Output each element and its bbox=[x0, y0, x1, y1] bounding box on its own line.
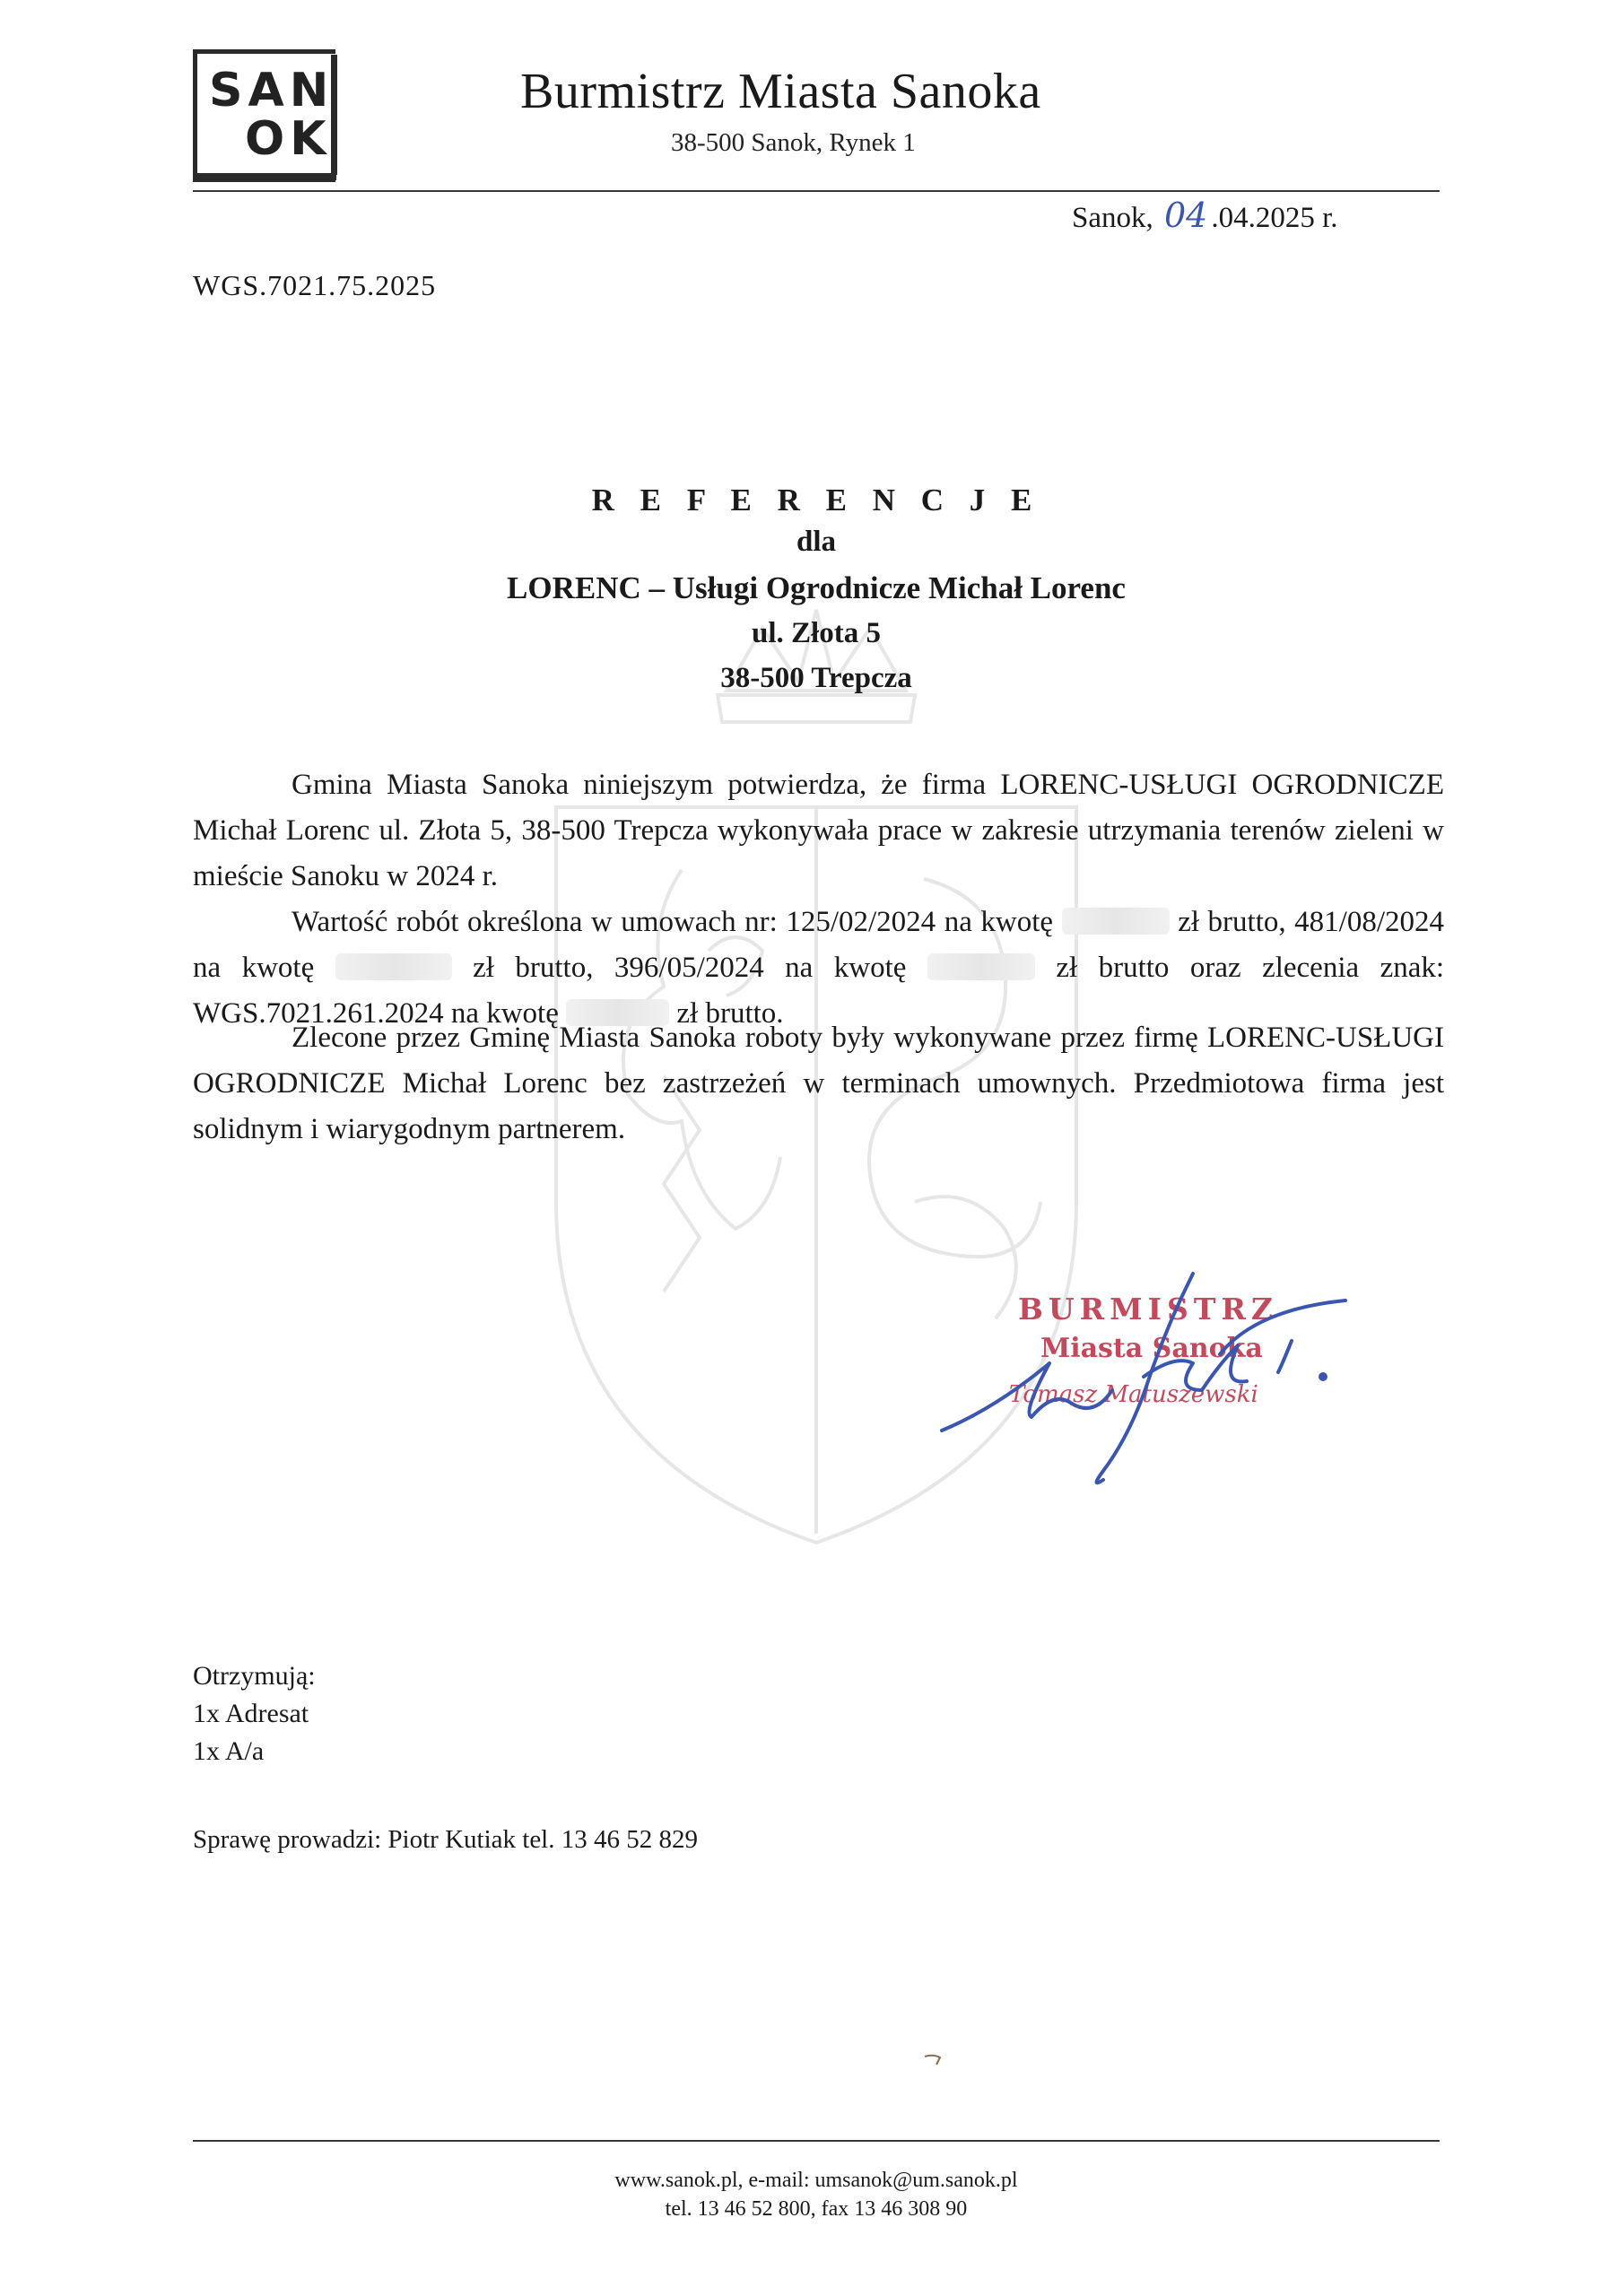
date-suffix: .04.2025 r. bbox=[1211, 202, 1338, 234]
body-paragraph-3: Zlecone przez Gminę Miasta Sanoka roboty były wykonywane przez firmę LORENC-USŁUGI OGRODNICZE Michał Lorenc bez zastrzeżeń w terminach umownych. Przedmiotowa firma jest solidnym i wiarygodnym partnerem. bbox=[193, 1022, 1444, 1145]
paragraph-2-part-d: zł brutto oraz zlecenia znak: WGS.7021.261.2024 na kwotę bbox=[193, 952, 1445, 1030]
recipients-list bbox=[193, 1657, 316, 1770]
body-paragraph-1: Gmina Miasta Sanoka niniejszym potwierdza, że firma LORENC-USŁUGI OGRODNICZE Michał Lorenc ul. Złota 5, 38-500 Trepcza wykonywała prace w zakresie utrzymania terenów zieleni w mieście Sanoku w 2024 r. bbox=[193, 769, 1444, 892]
stamp-title: BURMISTRZ bbox=[1018, 1292, 1278, 1326]
reference-number: WGS.7021.75.2025 bbox=[193, 269, 437, 301]
stamp-name: Tomasz Matuszewski bbox=[1009, 1381, 1258, 1408]
footer-divider bbox=[193, 2140, 1440, 2142]
recipient-street: ul. Złota 5 bbox=[752, 617, 881, 649]
redacted-amount-1 bbox=[1062, 908, 1170, 935]
recipients-label: Otrzymują: bbox=[193, 1661, 316, 1691]
paragraph-2-part-b: zł brutto, 481/08/2024 na kwotę bbox=[193, 906, 1445, 984]
footer-contact-phone: tel. 13 46 52 800, fax 13 46 308 90 bbox=[665, 2197, 968, 2221]
date-prefix: Sanok, bbox=[1072, 202, 1153, 234]
document-heading: R E F E R E N C J E bbox=[591, 483, 1041, 517]
paragraph-2-part-e: zł brutto. bbox=[676, 997, 784, 1030]
redacted-amount-2 bbox=[335, 953, 452, 980]
date-handwritten-day: 04 bbox=[1164, 196, 1208, 235]
date-line bbox=[1072, 196, 1338, 235]
sanok-logo bbox=[193, 49, 341, 179]
scan-artifact bbox=[924, 2054, 942, 2066]
logo-text-line1: SAN bbox=[209, 64, 335, 117]
handwritten-signature bbox=[924, 1256, 1372, 1507]
logo-underline bbox=[193, 173, 336, 180]
paragraph-2-part-c: zł brutto, 396/05/2024 na kwotę bbox=[473, 952, 907, 984]
footer-contact-web: www.sanok.pl, e-mail: umsanok@um.sanok.pl bbox=[614, 2169, 1018, 2192]
recipient-city: 38-500 Trepcza bbox=[720, 662, 912, 694]
stamp-city: Miasta Sanoka bbox=[1040, 1333, 1263, 1364]
letterhead-address: 38-500 Sanok, Rynek 1 bbox=[671, 128, 916, 157]
recipient-item: 1x A/a bbox=[193, 1736, 265, 1766]
heading-for: dla bbox=[796, 526, 837, 558]
recipient-company-name: LORENC – Usługi Ogrodnicze Michał Lorenc bbox=[507, 570, 1126, 605]
redacted-amount-3 bbox=[927, 953, 1035, 980]
recipient-item: 1x Adresat bbox=[193, 1699, 309, 1728]
header-divider bbox=[193, 190, 1440, 192]
letterhead-title: Burmistrz Miasta Sanoka bbox=[520, 64, 1041, 119]
case-handler: Sprawę prowadzi: Piotr Kutiak tel. 13 46 52 829 bbox=[193, 1825, 698, 1854]
logo-text-line2: OK bbox=[245, 112, 332, 166]
paragraph-2-part-a: Wartość robót określona w umowach nr: 125/02/2024 na kwotę bbox=[292, 906, 1054, 938]
